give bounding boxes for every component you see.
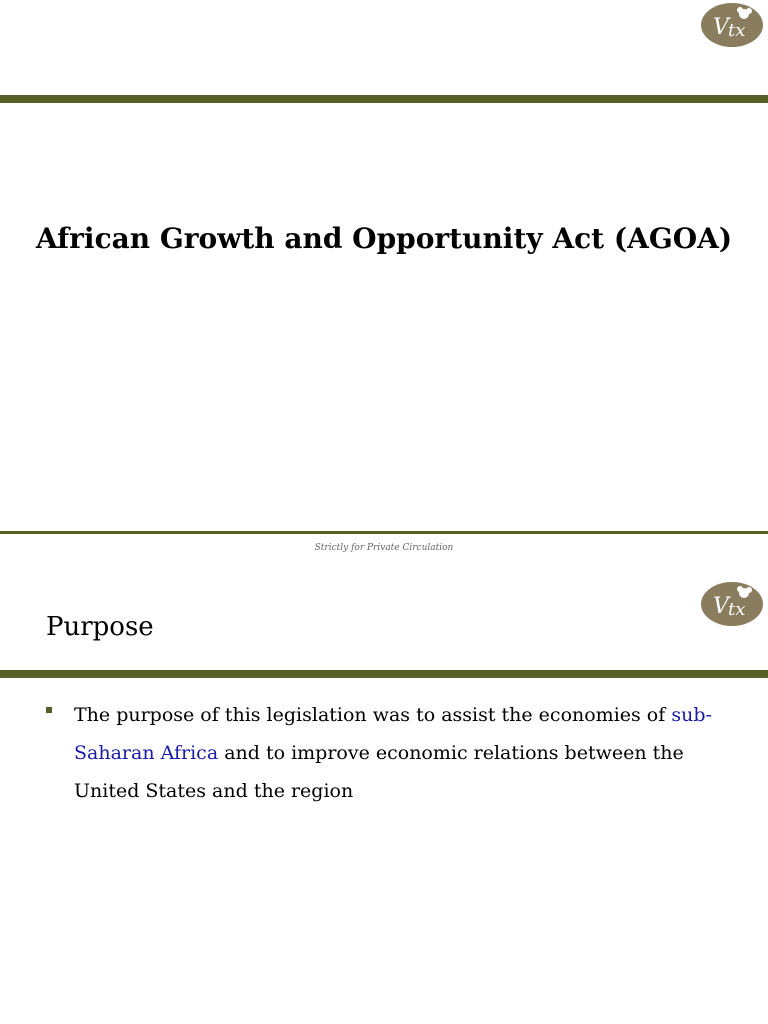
vtx-logo-icon: [700, 579, 764, 627]
footer-rule: [0, 531, 768, 534]
header-rule: [0, 670, 768, 678]
bullet-text-end: and to improve economic relations between the United States and the region: [74, 742, 684, 802]
footer-text: Strictly for Private Circulation: [314, 543, 454, 553]
bullet-square-icon: [46, 707, 52, 713]
header-rule: [0, 95, 768, 103]
slide-title: African Growth and Opportunity Act (AGOA): [35, 222, 733, 255]
svg-text:V: V: [713, 594, 729, 619]
bullet-text: [74, 696, 726, 810]
svg-text:tx: tx: [728, 599, 746, 620]
vtx-logo-icon: [700, 0, 764, 48]
sub-saharan-africa-link[interactable]: sub-Saharan Africa: [74, 704, 712, 764]
page-title: Purpose: [46, 612, 154, 642]
svg-text:tx: tx: [728, 20, 746, 41]
list-item: [46, 696, 726, 810]
purpose-slide: [0, 560, 768, 1024]
bullet-text-start: The purpose of this legislation was to assist the economies of: [74, 704, 672, 726]
svg-text:V: V: [713, 15, 729, 40]
